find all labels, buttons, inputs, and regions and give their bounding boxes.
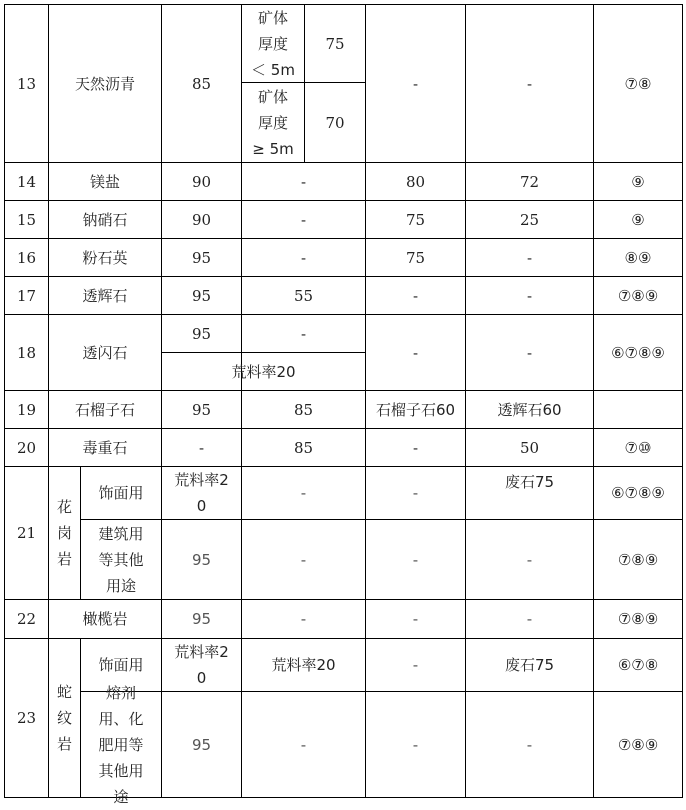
- row-number: 16: [16, 248, 37, 267]
- notes-cell: ⑧⑨: [624, 248, 652, 267]
- cell-value: 90: [191, 210, 212, 229]
- row-number: 20: [16, 438, 37, 457]
- notes-cell: ⑦⑩: [624, 438, 652, 457]
- cell-value: 95: [191, 735, 212, 754]
- row-number: 15: [16, 210, 37, 229]
- use-label: 建筑用 等其他 用途: [98, 524, 144, 595]
- sub-condition-label: 矿体 厚度 ≥ 5m: [252, 87, 294, 158]
- cell-value: 90: [191, 172, 212, 191]
- merged-cell: 荒料率20: [231, 362, 296, 381]
- row-number: 19: [16, 400, 37, 419]
- cell-value: -: [412, 343, 419, 362]
- cell-value: 70: [325, 113, 345, 132]
- cell-value: -: [526, 610, 533, 628]
- cell-value: -: [300, 210, 307, 229]
- rule: [682, 4, 683, 798]
- cell-value: 废石75: [504, 656, 555, 674]
- cell-value: -: [412, 74, 419, 93]
- notes-cell: ⑥⑦⑧⑨: [611, 484, 665, 502]
- cell-value: -: [300, 484, 307, 502]
- cell-value: -: [526, 74, 533, 93]
- cell-value: 石榴子石60: [375, 400, 456, 419]
- use-label: 饰面用: [98, 656, 144, 674]
- cell-value: -: [300, 324, 307, 343]
- mineral-name: 石榴子石: [74, 400, 135, 419]
- cell-value: -: [526, 343, 533, 362]
- cell-value: 透辉石60: [497, 400, 562, 419]
- mineral-name: 橄榄岩: [82, 610, 128, 628]
- notes-cell: ⑨: [631, 172, 645, 191]
- cell-value: -: [300, 550, 307, 569]
- cell-value: 95: [191, 324, 212, 343]
- cell-value: 荒料率20: [271, 656, 336, 674]
- cell-value: 95: [191, 286, 212, 305]
- cell-value: -: [412, 656, 419, 674]
- cell-value: -: [300, 172, 307, 191]
- row-number: 14: [16, 172, 37, 191]
- cell-value: 85: [293, 438, 314, 457]
- cell-value: -: [412, 286, 419, 305]
- use-label: 饰面用: [98, 484, 144, 502]
- cell-value: 55: [293, 286, 314, 305]
- cell-value: -: [526, 735, 533, 754]
- cell-value: -: [412, 550, 419, 569]
- cell-value: 75: [325, 34, 345, 53]
- cell-value: -: [412, 610, 419, 628]
- row-number: 13: [16, 74, 37, 93]
- cell-value: 95: [191, 610, 212, 628]
- cell-value: 72: [519, 172, 540, 191]
- cell-value: -: [300, 248, 307, 267]
- cell-value: 95: [191, 400, 212, 419]
- cell-value: 25: [519, 210, 540, 229]
- notes-cell: ⑥⑦⑧: [617, 656, 659, 674]
- rock-group-label: 花 岗 岩: [56, 498, 72, 568]
- cell-value: 75: [405, 248, 426, 267]
- notes-cell: ⑦⑧⑨: [617, 286, 659, 305]
- row-number: 18: [16, 343, 37, 362]
- rock-group-label: 蛇 纹 岩: [56, 683, 72, 753]
- mineral-name: 钠硝石: [82, 210, 128, 229]
- sub-condition-label: 矿体 厚度 ＜ 5m: [251, 8, 295, 79]
- cell-value: -: [526, 248, 533, 267]
- mineral-name: 天然沥青: [74, 74, 135, 93]
- notes-cell: ⑦⑧⑨: [617, 735, 659, 754]
- row-number: 21: [16, 524, 37, 542]
- row-number: 17: [16, 286, 37, 305]
- cell-value: -: [526, 286, 533, 305]
- cell-value: 85: [191, 74, 212, 93]
- mineral-name: 透闪石: [82, 343, 128, 362]
- notes-cell: ⑥⑦⑧⑨: [611, 343, 665, 362]
- cell-value: 80: [405, 172, 426, 191]
- cell-value: 荒料率2 0: [174, 471, 229, 515]
- cell-value: 废石75: [504, 473, 555, 491]
- cell-value: 95: [191, 550, 212, 569]
- notes-cell: ⑦⑧⑨: [617, 550, 659, 569]
- cell-value: -: [412, 735, 419, 754]
- cell-value: 95: [191, 248, 212, 267]
- cell-value: 荒料率2 0: [174, 643, 229, 687]
- notes-cell: ⑦⑧: [624, 74, 652, 93]
- mineral-name: 透辉石: [82, 286, 128, 305]
- mineral-name: 毒重石: [82, 438, 128, 457]
- cell-value: -: [300, 735, 307, 754]
- mineral-name: 镁盐: [89, 172, 120, 191]
- cell-value: -: [412, 438, 419, 457]
- cell-value: 85: [293, 400, 314, 419]
- row-number: 22: [16, 610, 37, 628]
- cell-value: -: [526, 550, 533, 569]
- cell-value: -: [412, 484, 419, 502]
- notes-cell: ⑨: [631, 210, 645, 229]
- use-label: 熔剂 用、化 肥用等 其他用 途: [98, 683, 144, 806]
- cell-value: -: [198, 438, 205, 457]
- notes-cell: ⑦⑧⑨: [617, 610, 659, 628]
- cell-value: 75: [405, 210, 426, 229]
- cell-value: -: [300, 610, 307, 628]
- cell-value: 50: [519, 438, 540, 457]
- row-number: 23: [16, 709, 37, 727]
- notes-cell: [594, 391, 682, 428]
- mineral-name: 粉石英: [82, 248, 128, 267]
